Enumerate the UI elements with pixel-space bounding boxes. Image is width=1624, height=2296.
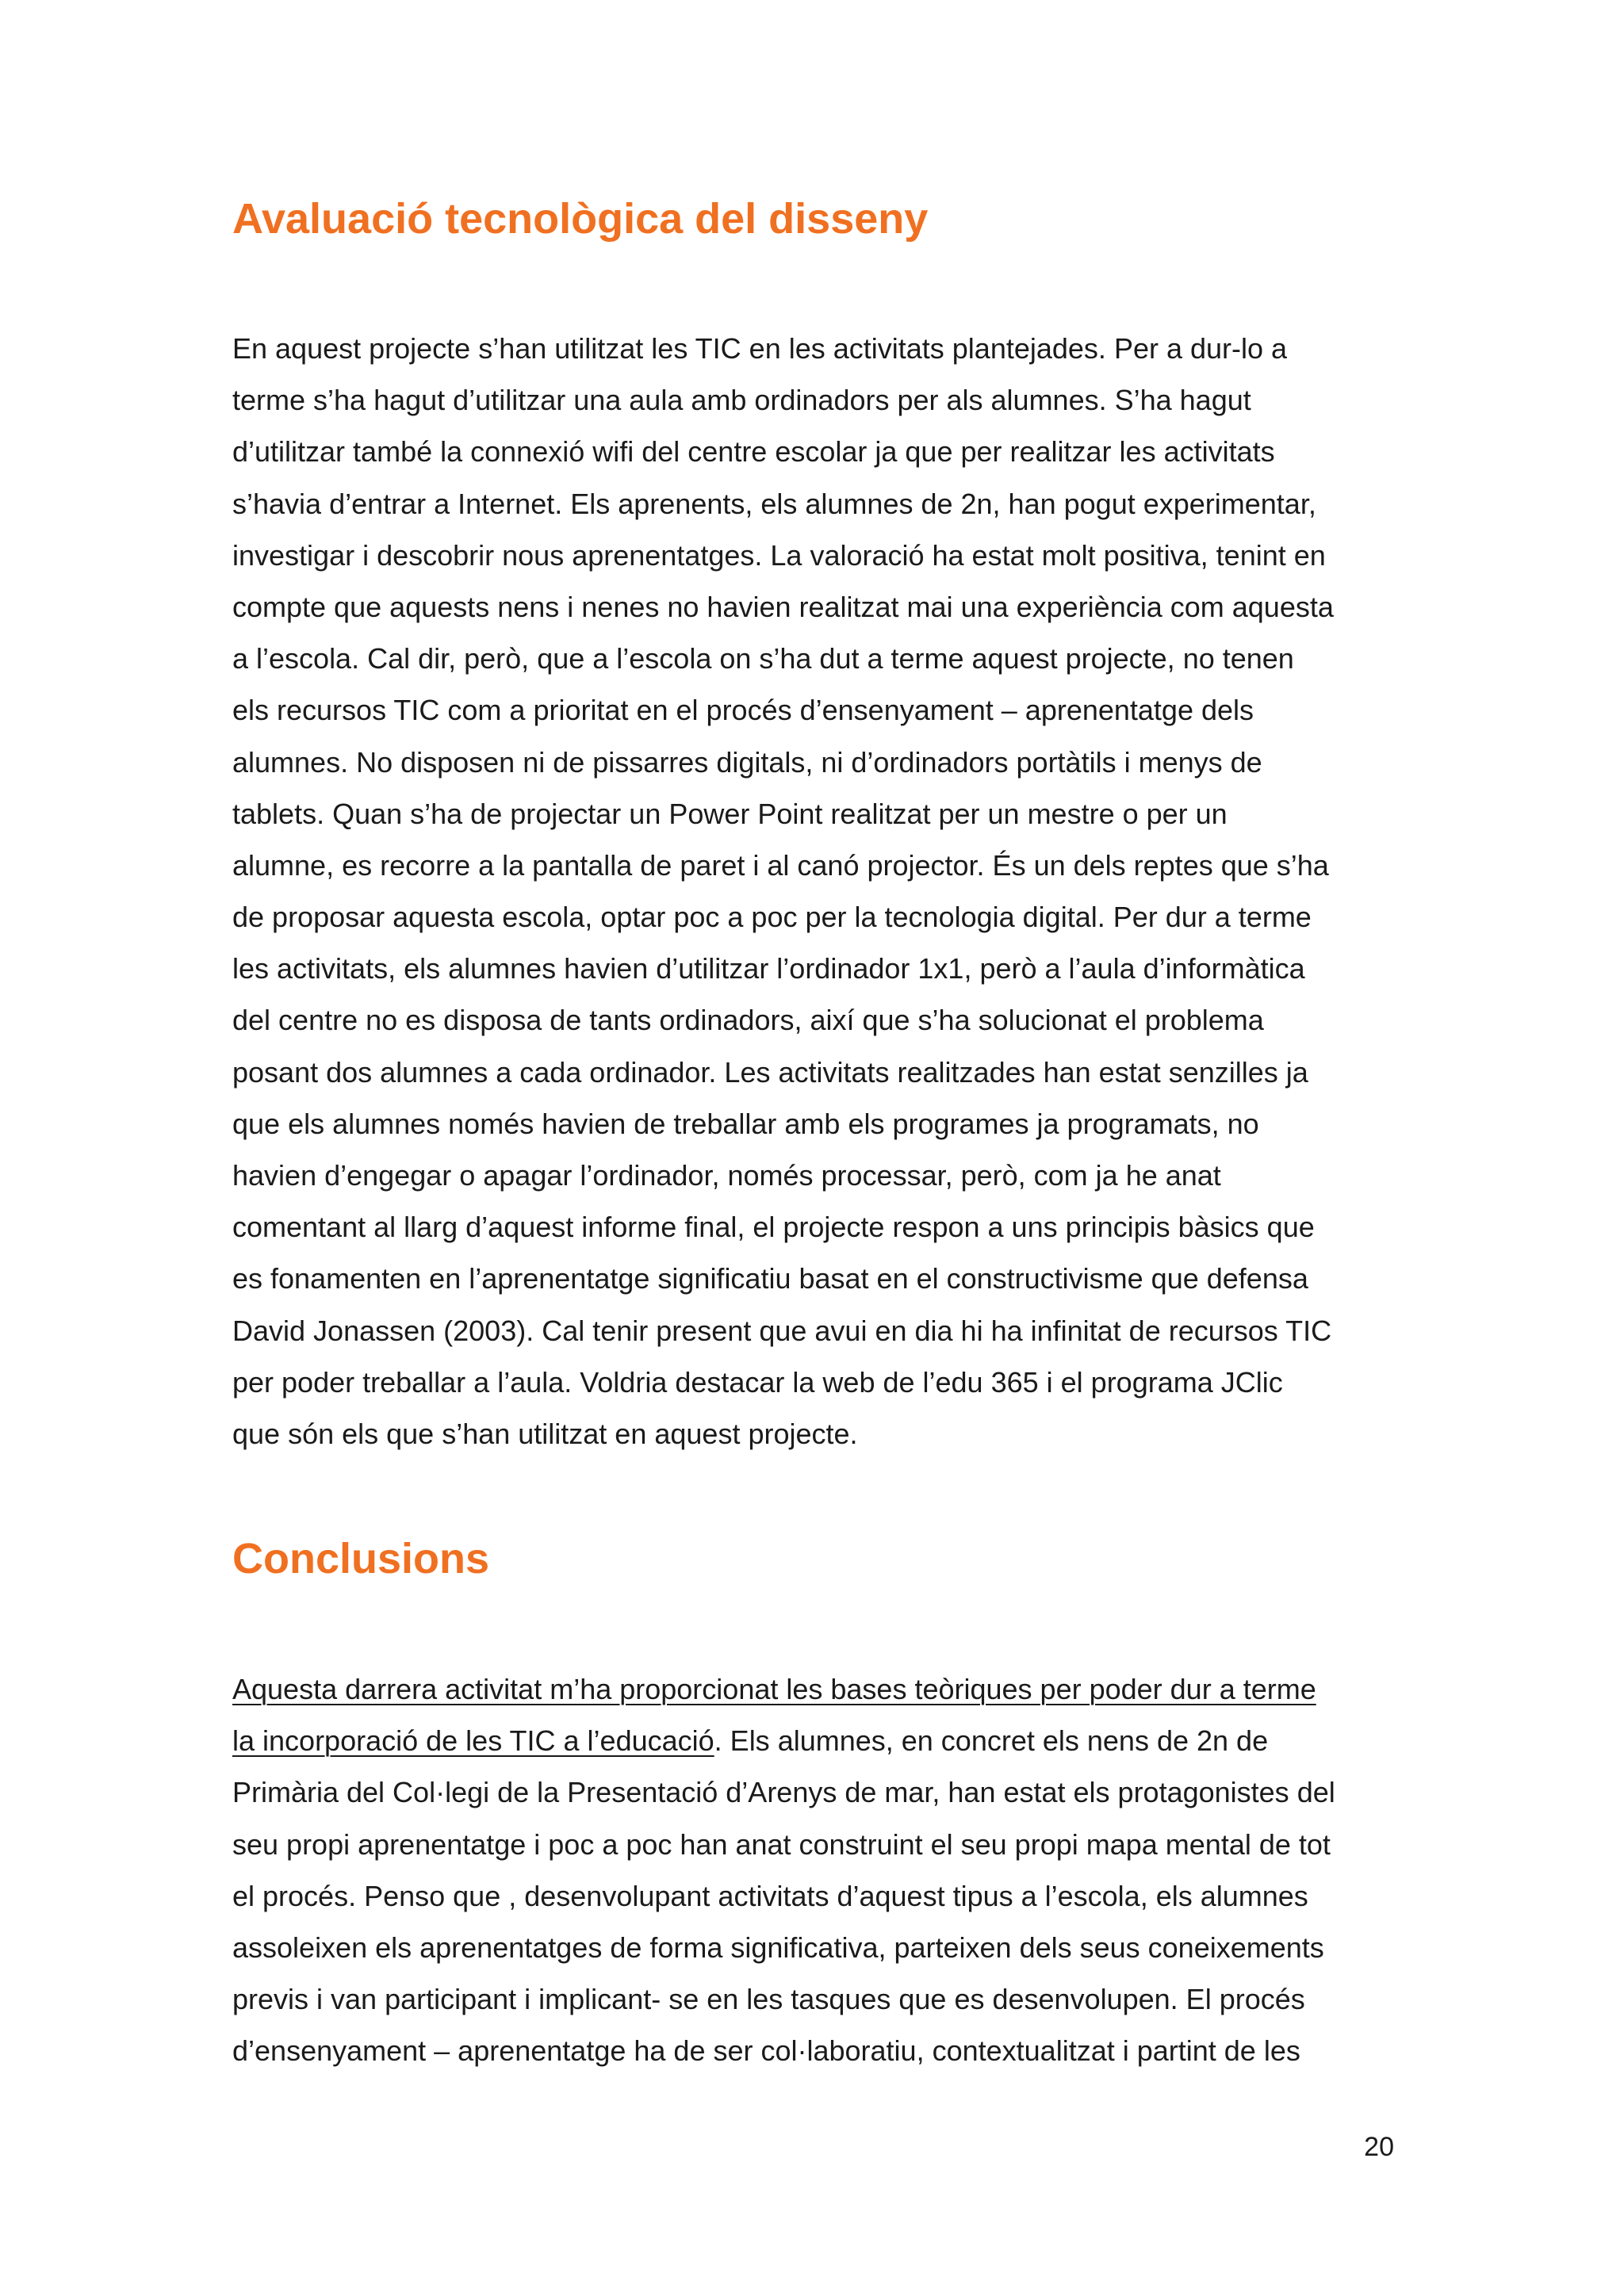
text-line: el procés. Penso que , desenvolupant activitats d’aquest tipus a l’escola, els alumnes	[232, 1879, 1308, 1912]
section-heading-conclusions: Conclusions	[232, 1535, 490, 1582]
text-line: s’havia d’entrar a Internet. Els aprenents, els alumnes de 2n, han pogut experimentar,	[232, 487, 1316, 520]
section-heading-technological-evaluation: Avaluació tecnològica del disseny	[232, 195, 929, 243]
text-line: del centre no es disposa de tants ordinadors, així que s’ha solucionat el problema	[232, 1004, 1264, 1037]
text-line: previs i van participant i implicant- se en les tasques que es desenvolupen. El procés	[232, 1983, 1305, 2016]
text-line: d’utilitzar també la connexió wifi del centre escolar ja que per realitzar les activitats	[232, 435, 1275, 469]
text-line: tablets. Quan s’ha de projectar un Power Point realitzat per un mestre o per un	[232, 797, 1228, 830]
text-line: que són els que s’han utilitzat en aquest projecte.	[232, 1417, 858, 1450]
text-line	[232, 1663, 1422, 1715]
text-line: alumne, es recorre a la pantalla de paret i al canó projector. És un dels reptes que s’ha	[232, 848, 1329, 882]
underlined-text: la incorporació de les TIC a l’educació	[232, 1724, 714, 1758]
text-line: Primària del Col·legi de la Presentació d’Arenys de mar, han estat els protagonistes del	[232, 1776, 1335, 1809]
underlined-text: Aquesta darrera activitat m’ha proporcionat les bases teòriques per poder dur a terme	[232, 1673, 1316, 1705]
text-line: d’ensenyament – aprenentatge ha de ser col·laboratiu, contextualitzat i partint de les	[232, 2034, 1300, 2068]
text-line: les activitats, els alumnes havien d’utilitzar l’ordinador 1x1, però a l’aula d’informàtica	[232, 952, 1305, 985]
text-line: seu propi aprenentatge i poc a poc han anat construint el seu propi mapa mental de tot	[232, 1827, 1331, 1861]
text-line: els recursos TIC com a prioritat en el procés d’ensenyament – aprenentatge dels	[232, 694, 1254, 727]
text-line: de proposar aquesta escola, optar poc a poc per la tecnologia digital. Per dur a terme	[232, 901, 1312, 934]
text-line: compte que aquests nens i nenes no havien realitzat mai una experiència com aquesta	[232, 590, 1334, 623]
text-line: a l’escola. Cal dir, però, que a l’escola on s’ha dut a terme aquest projecte, no tenen	[232, 642, 1294, 675]
text-line: En aquest projecte s’han utilitzat les TIC en les activitats plantejades. Per a dur-lo a	[232, 332, 1288, 365]
paragraph-conclusions	[232, 1663, 1422, 2077]
page-number: 20	[1364, 2132, 1394, 2162]
text-fragment: . Els alumnes, en concret els nens de 2n de	[714, 1724, 1269, 1758]
text-line: comentant al llarg d’aquest informe final, el projecte respon a uns principis bàsics que	[232, 1211, 1315, 1244]
text-line: posant dos alumnes a cada ordinador. Les activitats realitzades han estat senzilles ja	[232, 1055, 1308, 1089]
text-line: es fonamenten en l’aprenentatge significatiu basat en el constructivisme que defensa	[232, 1262, 1308, 1295]
text-line: per poder treballar a l’aula. Voldria destacar la web de l’edu 365 i el programa JClic	[232, 1365, 1283, 1399]
text-line: terme s’ha hagut d’utilitzar una aula amb ordinadors per als alumnes. S’ha hagut	[232, 384, 1251, 417]
text-line	[232, 1715, 1422, 1766]
text-line: havien d’engegar o apagar l’ordinador, només processar, però, com ja he anat	[232, 1159, 1221, 1192]
text-line: que els alumnes només havien de treballar amb els programes ja programats, no	[232, 1107, 1259, 1140]
text-line: alumnes. No disposen ni de pissarres digitals, ni d’ordinadors portàtils i menys de	[232, 745, 1262, 779]
text-line: investigar i descobrir nous aprenentatges. La valoració ha estat molt positiva, tenint en	[232, 538, 1326, 572]
paragraph-technological-evaluation	[232, 323, 1422, 1460]
text-line: assoleixen els aprenentatges de forma significativa, parteixen dels seus coneixements	[232, 1931, 1324, 1964]
text-line: David Jonassen (2003). Cal tenir present que avui en dia hi ha infinitat de recursos TIC	[232, 1314, 1332, 1347]
